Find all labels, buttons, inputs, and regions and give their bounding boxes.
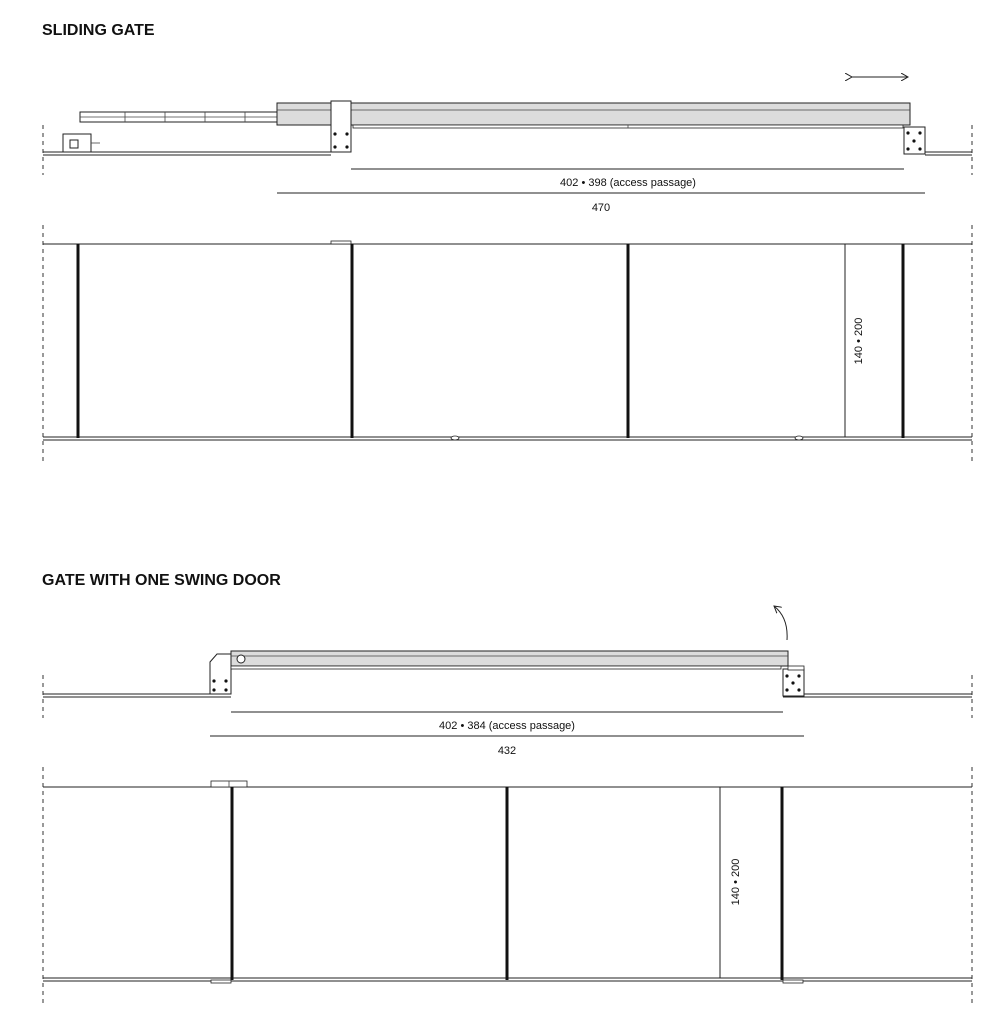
sliding-gate-plan-view xyxy=(43,77,972,175)
sliding-gate-section xyxy=(42,22,972,462)
sliding-gate-elevation xyxy=(43,225,972,462)
overall-width-dimension: 432 xyxy=(497,745,517,757)
curved-arrow-icon xyxy=(774,606,787,640)
swing-gate-elevation xyxy=(43,767,972,1005)
section-title: SLIDING GATE xyxy=(42,22,155,39)
access-passage-dimension: 402 • 384 (access passage) xyxy=(439,720,575,732)
hinge-bracket xyxy=(210,654,231,694)
overall-width-dimension: 470 xyxy=(591,202,611,214)
sliding-gate-leaf xyxy=(277,103,910,125)
swing-gate-plan-view xyxy=(43,606,972,718)
swing-door-leaf xyxy=(231,651,788,666)
left-post-bracket xyxy=(331,101,351,152)
section-title: GATE WITH ONE SWING DOOR xyxy=(42,572,281,589)
swing-gate-section xyxy=(42,572,972,1005)
height-dimension: 140 • 200 xyxy=(853,317,865,365)
access-passage-dimension: 402 • 398 (access passage) xyxy=(560,177,696,189)
height-dimension: 140 • 200 xyxy=(730,858,742,906)
